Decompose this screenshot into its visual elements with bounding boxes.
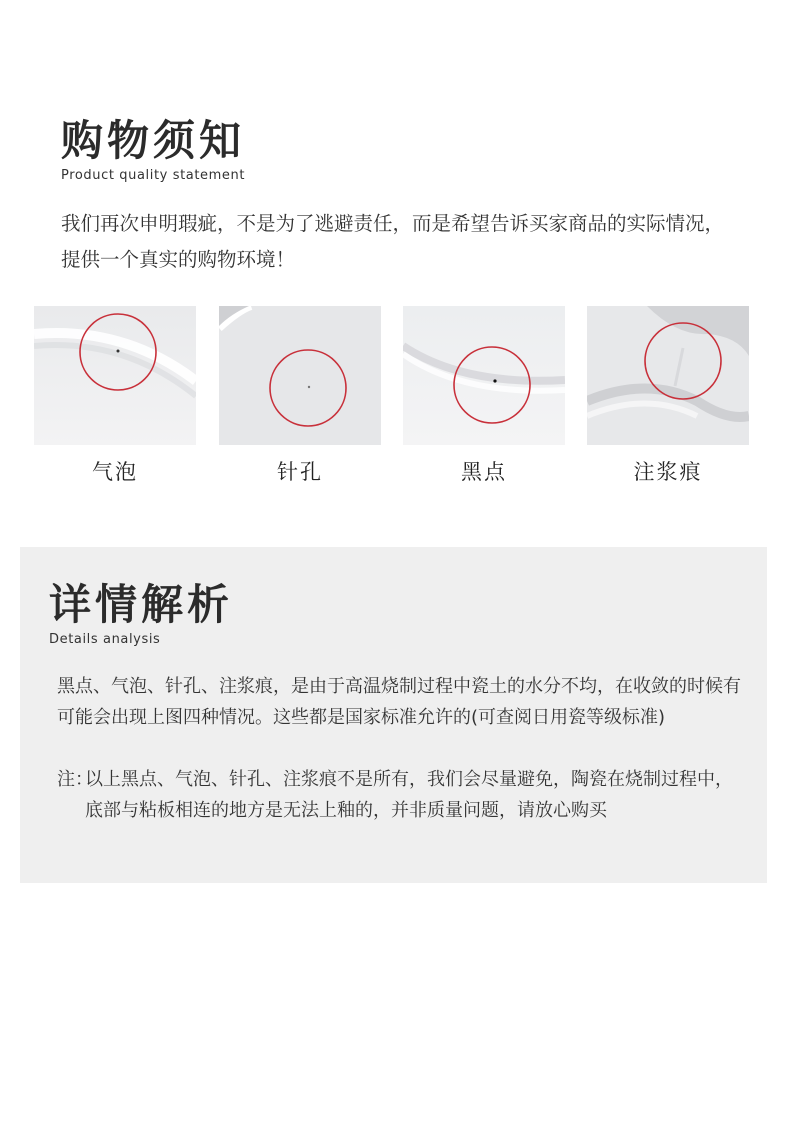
page-title: 购物须知 [61,116,246,165]
black-spot-defect-photo-icon [403,306,565,445]
defect-photo-pinhole [219,306,381,445]
details-subtitle: Details analysis [49,632,161,647]
page-subtitle: Product quality statement [61,168,246,183]
intro-statement: 我们再次申明瑕疵，不是为了逃避责任，而是希望告诉买家商品的实际情况，提供一个真实的购物环境！ [61,212,725,271]
defect-photo-bubble [34,306,196,445]
defect-label-grouting-mark: 注浆痕 [633,460,703,484]
defect-photo-grouting-mark [587,306,749,445]
details-paragraph: 黑点、气泡、针孔、注浆痕，是由于高温烧制过程中瓷土的水分不均，在收敛的时候有可能会出现上图四种情况。这些都是国家标准允许的(可查阅日用瓷等级标准) [57,676,741,728]
details-title: 详情解析 [49,580,234,629]
bubble-defect-photo-icon [34,306,196,445]
grouting-mark-defect-photo-icon [587,306,749,445]
note-label: 注： [57,769,93,790]
pinhole-defect-photo-icon [219,306,381,445]
defect-label-bubble: 气泡 [92,460,138,484]
defect-photo-black-spot [403,306,565,445]
note-body: 以上黑点、气泡、针孔、注浆痕不是所有，我们会尽量避免，陶瓷在烧制过程中，底部与粘板相连的地方是无法上釉的，并非质量问题，请放心购买 [85,769,733,821]
defect-label-black-spot: 黑点 [461,460,507,484]
defect-label-pinhole: 针孔 [277,460,323,484]
